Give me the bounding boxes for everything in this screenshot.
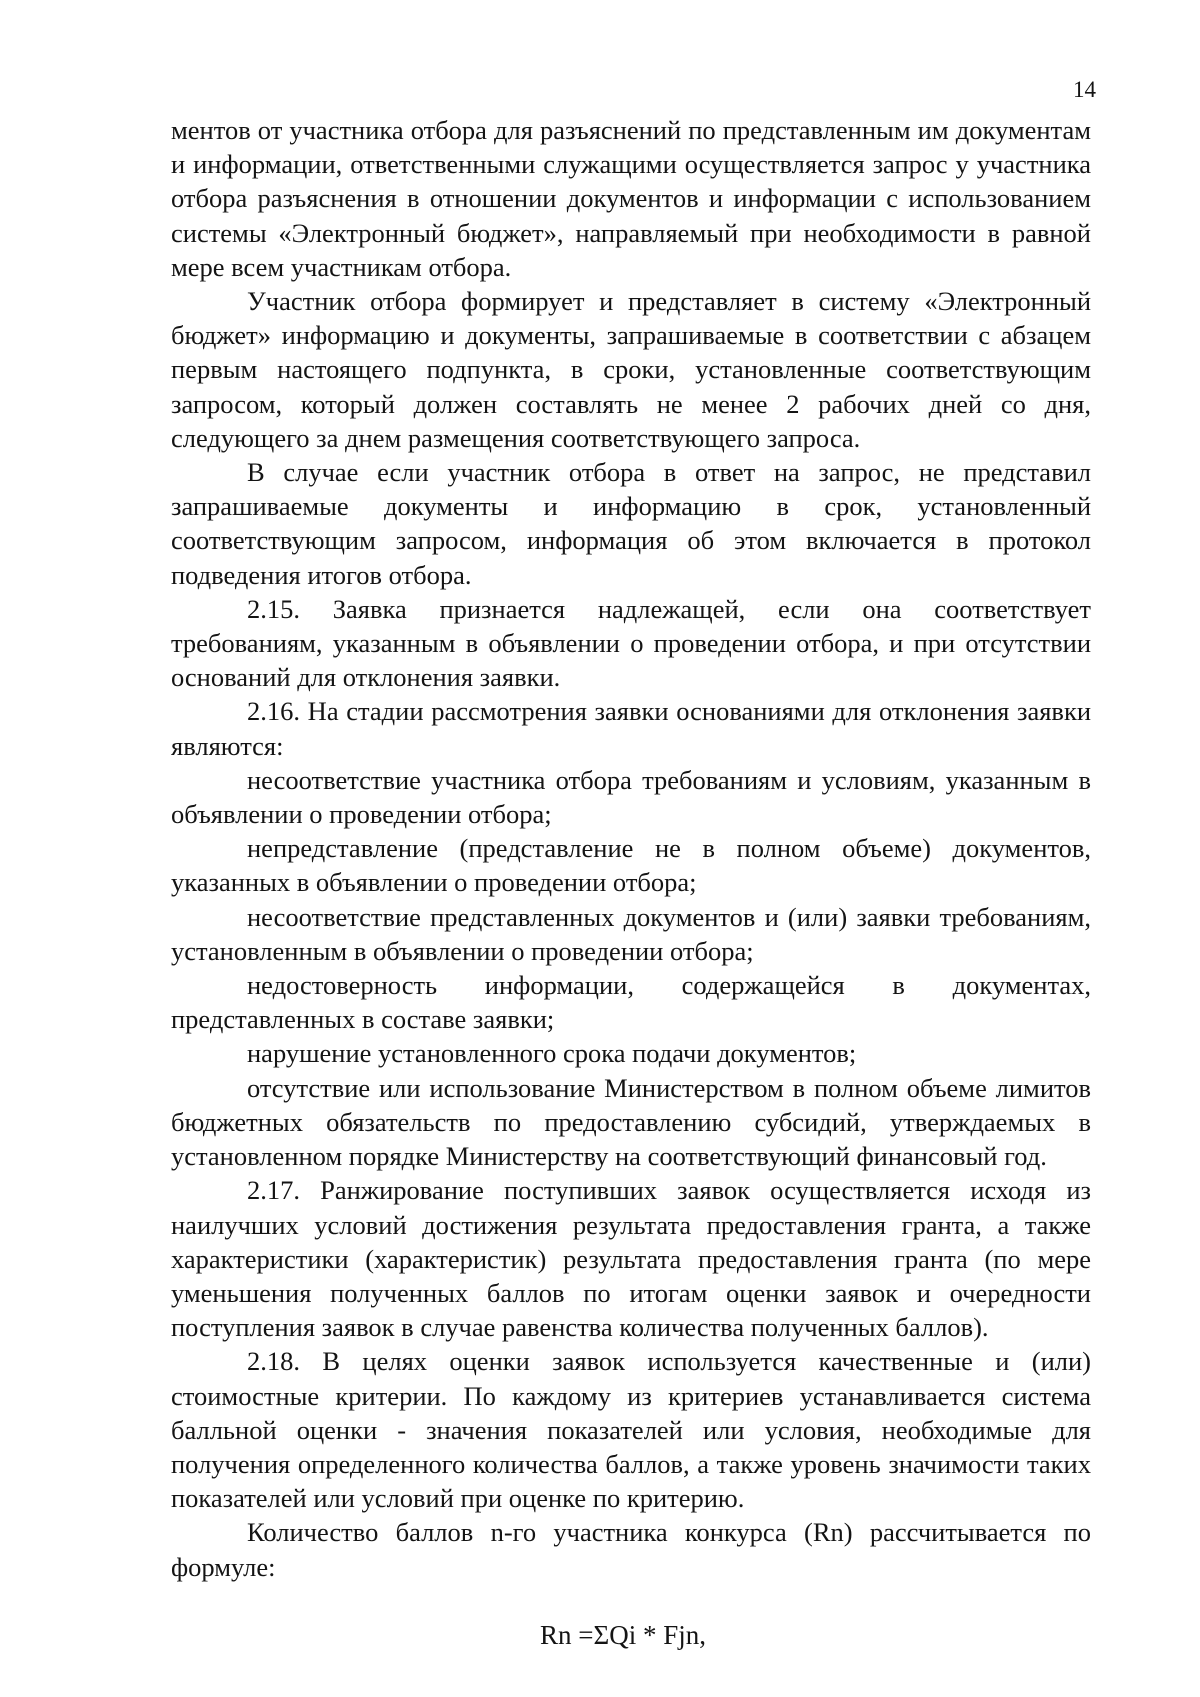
paragraph: Участник отбора формирует и представляет в систему «Электронный бюджет» информацию и документы, запрашиваемые в соответствии с абзацем первым настоящего подпункта, в сроки, установленные соответствующим запросом, который должен составлять не менее 2 рабочих дней со дня, следующего за днем размещения соответствующего запроса. bbox=[171, 286, 1091, 453]
list-item: несоответствие представленных документов и (или) заявки требованиям, установленным в объявлении о проведении отбора; bbox=[171, 901, 1091, 966]
body-text bbox=[171, 113, 1091, 1652]
list-item: нарушение установленного срока подачи документов; bbox=[247, 1038, 857, 1069]
formula: Rn =ΣQi * Fjn, bbox=[540, 1619, 706, 1650]
paragraph: В случае если участник отбора в ответ на запрос, не представил запрашиваемые документы и информацию в срок, установленный соответствующим запросом, информация об этом включается в протокол подведения итогов отбора. bbox=[171, 457, 1091, 590]
clause-2-17: 2.17. Ранжирование поступивших заявок осуществляется исходя из наилучших условий достижения результата предоставления гранта, а также характеристики (характеристик) результата предоставления гранта (по мере уменьшения полученных баллов по итогам оценки заявок и очередности поступления заявок в случае равенства количества полученных баллов). bbox=[171, 1175, 1091, 1343]
list-item: несоответствие участника отбора требованиям и условиям, указанным в объявлении о проведении отбора; bbox=[171, 764, 1091, 830]
list-item: непредставление (представление не в полном объеме) документов, указанных в объявлении о проведении отбора; bbox=[171, 833, 1091, 898]
list-item: недостоверность информации, содержащейся в документах, представленных в составе заявки; bbox=[171, 970, 1091, 1035]
clause-2-18: 2.18. В целях оценки заявок используется качественные и (или) стоимостные критерии. По каждому из критериев устанавливается система балльной оценки - значения показателей или условия, необходимые для получения определенного количества баллов, а также уровень значимости таких показателей или условий при оценке по критерию. bbox=[171, 1346, 1091, 1514]
clause-2-15: 2.15. Заявка признается надлежащей, если она соответствует требованиям, указанным в объявлении о проведении отбора, и при отсутствии оснований для отклонения заявки. bbox=[171, 593, 1091, 693]
list-item: отсутствие или использование Министерством в полном объеме лимитов бюджетных обязательств по предоставлению субсидий, утверждаемых в установленном порядке Министерству на соответствующий финансовый год. bbox=[171, 1072, 1091, 1172]
paragraph: ментов от участника отбора для разъяснений по представленным им документам и информации, ответственными служащими осуществляется запрос у участника отбора разъяснения в отношении документов и информации с использованием системы «Электронный бюджет», направляемый при необходимости в равной мере всем участникам отбора. bbox=[171, 115, 1091, 282]
clause-2-16: 2.16. На стадии рассмотрения заявки основаниями для отклонения заявки являются: bbox=[171, 696, 1091, 761]
paragraph: Количество баллов n-го участника конкурса (Rn) рассчитывается по формуле: bbox=[171, 1517, 1091, 1582]
page-number: 14 bbox=[1073, 77, 1096, 102]
